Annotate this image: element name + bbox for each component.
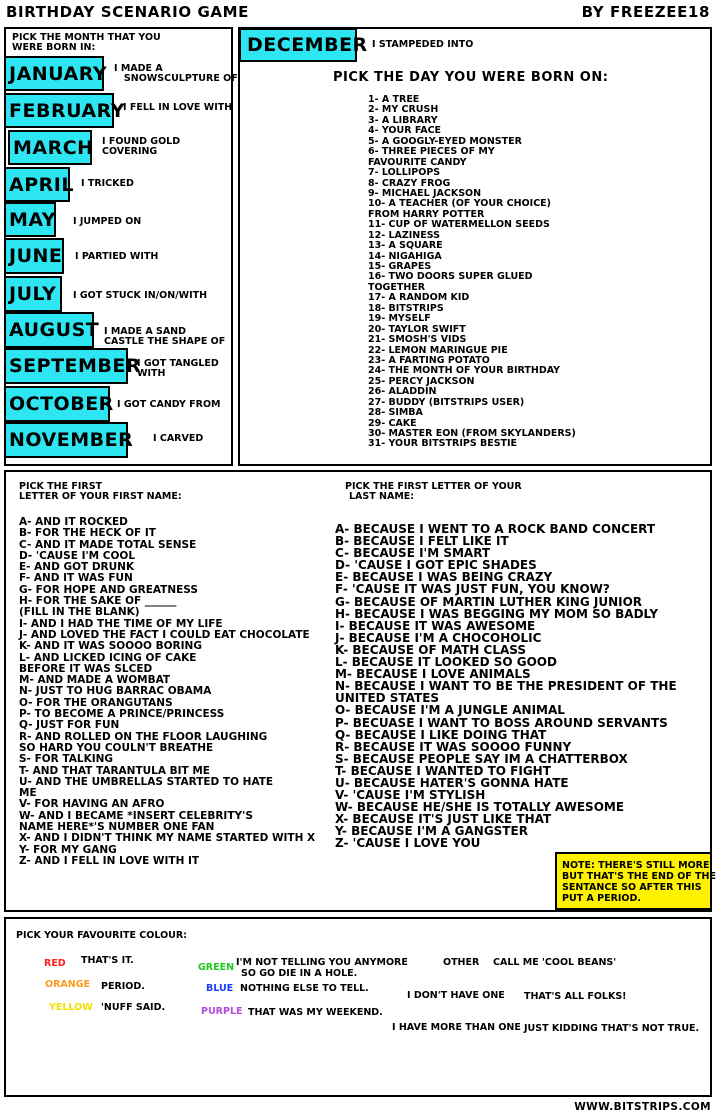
list-item: BEFORE IT WAS SLCED <box>19 662 153 675</box>
list-item: K- BECAUSE OF MATH CLASS <box>335 642 527 657</box>
colour-many-phrase: JUST KIDDING THAT'S NOT TRUE. <box>524 1023 700 1034</box>
list-item: 20- TAYLOR SWIFT <box>368 323 466 335</box>
list-item: 19- MYSELF <box>368 313 431 325</box>
list-item: 22- LEMON MARINGUE PIE <box>368 344 508 356</box>
last-name-prompt-line1: PICK THE FIRST LETTER OF YOUR <box>345 481 522 492</box>
day-list <box>368 95 576 450</box>
list-item: Y- BECAUSE I'M A GANGSTER <box>335 824 528 839</box>
list-item: G- BECAUSE OF MARTIN LUTHER KING JUNIOR <box>335 594 643 609</box>
note-line: SENTANCE SO AFTER THIS <box>562 882 702 893</box>
last-name-list <box>335 523 677 850</box>
list-item: 27- BUDDY (BITSTRIPS USER) <box>368 396 525 408</box>
list-item: M- BECAUSE I LOVE ANIMALS <box>335 667 531 682</box>
list-item: 18- BITSTRIPS <box>368 302 444 314</box>
list-item: 21- SMOSH'S VIDS <box>368 334 467 346</box>
list-item: 12- LAZINESS <box>368 229 440 241</box>
list-item: TOGETHER <box>368 281 426 293</box>
list-item: 26- ALADDIN <box>368 386 437 398</box>
list-item: W- AND I BECAME *INSERT CELEBRITY'S <box>19 809 253 822</box>
list-item: A- AND IT ROCKED <box>19 516 128 528</box>
colour-purple: PURPLE <box>201 1006 243 1017</box>
list-item: E- BECAUSE I WAS BEING CRAZY <box>335 570 553 585</box>
list-item: L- BECAUSE IT LOOKED SO GOOD <box>335 655 557 670</box>
list-item: 30- MASTER EON (FROM SKYLANDERS) <box>368 428 576 439</box>
note-line: NOTE: THERE'S STILL MORE <box>562 860 710 871</box>
colour-other: OTHER <box>443 957 480 968</box>
list-item: M- AND MADE A WOMBAT <box>19 674 171 687</box>
footer-credit[interactable]: WWW.BITSTRIPS.COM <box>574 1101 711 1113</box>
month-july-phrase: I GOT STUCK IN/ON/WITH <box>73 290 208 301</box>
list-item: 23- A FARTING POTATO <box>368 354 490 366</box>
list-item: 8- CRAZY FROG <box>368 177 451 189</box>
list-item: V- FOR HAVING AN AFRO <box>19 798 165 811</box>
first-name-prompt-line1: PICK THE FIRST <box>19 481 103 492</box>
list-item: 3- A LIBRARY <box>368 114 438 126</box>
list-item: 14- NIGAHIGA <box>368 250 442 262</box>
list-item: V- 'CAUSE I'M STYLISH <box>335 788 486 803</box>
list-item: 25- PERCY JACKSON <box>368 375 475 387</box>
colour-blue: BLUE <box>206 983 234 994</box>
list-item: Q- JUST FOR FUN <box>19 719 120 732</box>
list-item: 29- CAKE <box>368 417 417 429</box>
list-item: 24- THE MONTH OF YOUR BIRTHDAY <box>368 365 561 377</box>
colour-yellow-phrase: 'NUFF SAID. <box>101 1002 166 1013</box>
list-item: X- AND I DIDN'T THINK MY NAME STARTED WITH X <box>19 832 316 845</box>
colour-orange: ORANGE <box>45 979 90 990</box>
month-may-phrase: I JUMPED ON <box>73 216 142 227</box>
list-item: UNITED STATES <box>335 691 440 706</box>
note-line: BUT THAT'S THE END OF THE <box>562 871 716 882</box>
list-item: W- BECAUSE HE/SHE IS TOTALLY AWESOME <box>335 800 625 815</box>
month-april: APRIL <box>4 167 70 202</box>
list-item: A- BECAUSE I WENT TO A ROCK BAND CONCERT <box>335 522 656 536</box>
list-item: S- FOR TALKING <box>19 753 114 766</box>
note-line: PUT A PERIOD. <box>562 893 641 904</box>
colour-red-phrase: THAT'S IT. <box>81 955 134 966</box>
colour-prompt: PICK YOUR FAVOURITE COLOUR: <box>16 930 187 941</box>
list-item: J- BECAUSE I'M A CHOCOHOLIC <box>335 630 542 645</box>
list-item: 13- A SQUARE <box>368 240 443 252</box>
month-october-phrase: I GOT CANDY FROM <box>117 399 221 410</box>
list-item: K- AND IT WAS SOOOO BORING <box>19 640 202 653</box>
month-march: MARCH <box>8 130 92 165</box>
list-item: C- BECAUSE I'M SMART <box>335 546 491 561</box>
list-item: 6- THREE PIECES OF MY <box>368 146 495 158</box>
list-item: Q- BECAUSE I LIKE DOING THAT <box>335 727 547 742</box>
month-august-phrase: I MADE A SAND CASTLE THE SHAPE OF <box>104 326 226 347</box>
list-item: 2- MY CRUSH <box>368 104 439 116</box>
month-march-phrase: I FOUND GOLD COVERING <box>102 136 181 157</box>
list-item: 1- A TREE <box>368 94 420 105</box>
list-item: S- BECAUSE PEOPLE SAY IM A CHATTERBOX <box>335 751 628 766</box>
list-item: E- AND GOT DRUNK <box>19 561 135 574</box>
list-item: R- AND ROLLED ON THE FLOOR LAUGHING <box>19 730 268 743</box>
list-item: 16- TWO DOORS SUPER GLUED <box>368 271 533 283</box>
first-name-prompt-line2: LETTER OF YOUR FIRST NAME: <box>19 491 182 502</box>
list-item: NAME HERE*'S NUMBER ONE FAN <box>19 821 215 834</box>
list-item: 15- GRAPES <box>368 261 432 272</box>
list-item: H- FOR THE SAKE OF ______ <box>19 595 177 608</box>
colour-green-phrase-line1: I'M NOT TELLING YOU ANYMORE <box>236 957 408 968</box>
last-name-prompt <box>345 482 522 502</box>
list-item: L- AND LICKED ICING OF CAKE <box>19 651 197 664</box>
colour-green: GREEN <box>198 962 235 973</box>
page-title: BIRTHDAY SCENARIO GAME <box>6 3 250 21</box>
list-item: X- BECAUSE IT'S JUST LIKE THAT <box>335 812 552 827</box>
list-item: N- BECAUSE I WANT TO BE THE PRESIDENT OF THE <box>335 679 677 694</box>
first-name-list <box>19 517 315 867</box>
list-item: 9- MICHAEL JACKSON <box>368 187 482 199</box>
month-november-phrase: I CARVED <box>153 433 204 444</box>
list-item: 17- A RANDOM KID <box>368 292 470 304</box>
list-item: T- BECAUSE I WANTED TO FIGHT <box>335 763 551 778</box>
list-item: U- BECAUSE HATER'S GONNA HATE <box>335 775 569 790</box>
month-june-phrase: I PARTIED WITH <box>75 251 159 262</box>
colour-green-phrase <box>236 957 408 979</box>
list-item: H- BECAUSE I WAS BEGGING MY MOM SO BADLY <box>335 606 659 621</box>
list-item: Z- 'CAUSE I LOVE YOU <box>335 836 481 851</box>
list-item: ME <box>19 787 37 800</box>
list-item: FAVOURITE CANDY <box>368 156 467 168</box>
list-item: Y- FOR MY GANG <box>19 843 117 856</box>
first-name-prompt <box>19 482 182 502</box>
month-january-phrase: I MADE A SNOWSCULPTURE OF <box>114 63 238 84</box>
month-november: NOVEMBER <box>4 422 128 458</box>
list-item: O- BECAUSE I'M A JUNGLE ANIMAL <box>335 703 565 718</box>
colour-none-phrase: THAT'S ALL FOLKS! <box>524 991 627 1002</box>
note-box <box>555 852 716 910</box>
list-item: 4- YOUR FACE <box>368 125 442 137</box>
colour-none: I DON'T HAVE ONE <box>407 990 505 1001</box>
list-item: F- 'CAUSE IT WAS JUST FUN, YOU KNOW? <box>335 582 610 597</box>
list-item: C- AND IT MADE TOTAL SENSE <box>19 538 197 551</box>
list-item: D- 'CAUSE I'M COOL <box>19 549 136 562</box>
list-item: Z- AND I FELL IN LOVE WITH IT <box>19 854 200 867</box>
list-item: G- FOR HOPE AND GREATNESS <box>19 583 198 596</box>
colour-blue-phrase: NOTHING ELSE TO TELL. <box>240 983 369 994</box>
list-item: 31- YOUR BITSTRIPS BESTIE <box>368 438 518 450</box>
list-item: O- FOR THE ORANGUTANS <box>19 696 173 709</box>
colour-yellow: YELLOW <box>49 1002 93 1013</box>
list-item: I- BECAUSE IT WAS AWESOME <box>335 618 536 633</box>
list-item: 7- LOLLIPOPS <box>368 167 441 179</box>
month-july: JULY <box>4 276 62 312</box>
last-name-prompt-line2: LAST NAME: <box>349 491 415 502</box>
colour-green-phrase-line2: SO GO DIE IN A HOLE. <box>241 968 358 979</box>
month-december-phrase: I STAMPEDED INTO <box>372 39 474 50</box>
list-item: 5- A GOOGLY-EYED MONSTER <box>368 135 522 147</box>
list-item: (FILL IN THE BLANK) <box>19 606 140 619</box>
list-item: I- AND I HAD THE TIME OF MY LIFE <box>19 617 223 630</box>
month-october: OCTOBER <box>4 386 110 422</box>
list-item: R- BECAUSE IT WAS SOOOO FUNNY <box>335 739 572 754</box>
day-prompt: PICK THE DAY YOU WERE BORN ON: <box>333 70 609 85</box>
list-item: F- AND IT WAS FUN <box>19 572 133 585</box>
list-item: D- 'CAUSE I GOT EPIC SHADES <box>335 558 537 573</box>
colour-many: I HAVE MORE THAN ONE <box>392 1022 521 1033</box>
list-item: SO HARD YOU COULN'T BREATHE <box>19 741 214 754</box>
month-february: FEBRUARY <box>4 93 114 128</box>
colour-other-phrase: CALL ME 'COOL BEANS' <box>493 957 617 968</box>
month-september-phrase: I GOT TANGLED WITH <box>137 358 219 379</box>
month-september: SEPTEMBER <box>4 348 128 384</box>
colour-orange-phrase: PERIOD. <box>101 981 145 992</box>
list-item: P- BECUASE I WANT TO BOSS AROUND SERVANTS <box>335 715 668 730</box>
list-item: B- BECAUSE I FELT LIKE IT <box>335 534 509 549</box>
list-item: J- AND LOVED THE FACT I COULD EAT CHOCOLATE <box>19 628 310 641</box>
list-item: 11- CUP OF WATERMELLON SEEDS <box>368 219 550 231</box>
list-item: N- JUST TO HUG BARRAC OBAMA <box>19 685 212 698</box>
colour-purple-phrase: THAT WAS MY WEEKEND. <box>248 1007 383 1018</box>
month-february-phrase: I FELL IN LOVE WITH <box>123 102 233 113</box>
month-april-phrase: I TRICKED <box>81 178 134 189</box>
author-credit: BY FREEZEE18 <box>581 3 710 21</box>
month-june: JUNE <box>4 238 64 274</box>
list-item: 10- A TEACHER (OF YOUR CHOICE) <box>368 198 551 210</box>
month-may: MAY <box>4 202 56 237</box>
list-item: T- AND THAT TARANTULA BIT ME <box>19 764 210 777</box>
list-item: 28- SIMBA <box>368 407 423 419</box>
month-prompt: PICK THE MONTH THAT YOU WERE BORN IN: <box>12 32 161 53</box>
list-item: P- TO BECOME A PRINCE/PRINCESS <box>19 708 225 721</box>
month-january: JANUARY <box>4 56 104 91</box>
month-december: DECEMBER <box>239 28 357 62</box>
colour-red: RED <box>44 958 66 969</box>
list-item: FROM HARRY POTTER <box>368 208 485 220</box>
list-item: U- AND THE UMBRELLAS STARTED TO HATE <box>19 775 274 788</box>
list-item: B- FOR THE HECK OF IT <box>19 527 156 540</box>
month-august: AUGUST <box>4 312 94 348</box>
